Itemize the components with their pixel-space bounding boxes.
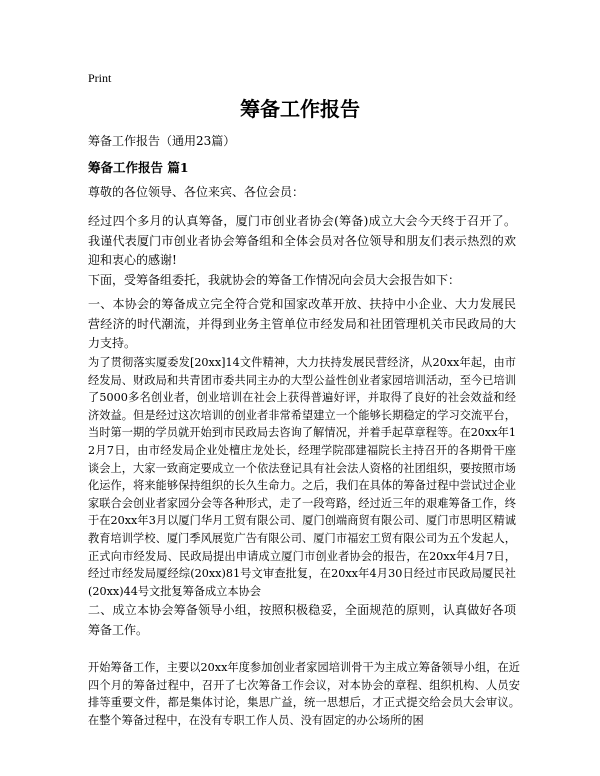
report-paragraph: 下面，受筹备组委托，我就协会的筹备工作情况向会员大会报告如下： bbox=[88, 273, 461, 287]
background-paragraph: 为了贯彻落实厦委发[20xx]14文件精神，大力扶持发展民营经济，从20xx年起，由市经发局、财政局和共青团市委共同主办的大型公益性创业者家园培训活动，至今已培训了5000多名创业者，创业培训在社会上获得普遍好评，并取得了良好的社会效益和经济效益。但是经过这次培训的创业者非常希望建立一个能够长期稳定的学习交流平台，当时第一期的学员就开始到市民政局去咨询了解情况，并着手起草章程等。在20xx年12月7日，由市经发局企业处檀庄龙处长，经理学院邵建福院长主持召开的各期骨干座谈会上，大家一致商定要成立一个依法登记具有社会法人资格的社团组织，要按照市场化运作，将来能够保持组织的长久生命力。之后，我们在具体的筹备过程中尝试过企业家联合会创业者家园分会等各种形式，走了一段弯路，经过近三年的艰难筹备工作，终于在20xx年3月以厦门华月工贸有限公司、厦门创端商贸有限公司、厦门市思明区精诚教育培训学校、厦门季风展览广告有限公司、厦门市福宏工贸有限公司为五个发起人，正式向市经发局、民政局提出申请成立厦门市创业者协会的报告，在20xx年4月7日，经过市经发局厦经综(20xx)81号文审查批复，在20xx年4月30日经过市民政局厦民社(20xx)44号文批复筹备成立本协会 bbox=[88, 356, 516, 598]
greeting-paragraph: 尊敬的各位领导、各位来宾、各位会员： bbox=[88, 185, 305, 199]
preparation-start-paragraph: 开始筹备工作，主要以20xx年度参加创业者家园培训骨干为主成立筹备领导小组，在近四个月的筹备过程中，召开了七次筹备工作会议，对本协会的章程、组织机构、人员安排等重要文件，都是集体讨论，集思广益，统一思想后，才正式提交给会员大会审议。在整个筹备过程中，在没有专职工作人员、没有固定的办公场所的困 bbox=[88, 661, 520, 727]
section-one-paragraph: 一、本协会的筹备成立完全符合党和国家改革开放、扶持中小企业、大力发展民营经济的时代潮流，并得到业务主管单位市经发局和社团管理机关市民政局的大力支持。 bbox=[88, 297, 516, 350]
document-subtitle: 筹备工作报告（通用23篇） bbox=[88, 134, 236, 148]
page-title: 筹备工作报告 bbox=[240, 97, 360, 121]
intro-paragraph: 经过四个多月的认真筹备，厦门市创业者协会(筹备)成立大会今天终于召开了。我谨代表厦门市创业者协会筹备组和全体会员对各位领导和朋友们表示热烈的欢迎和衷心的感谢! bbox=[88, 214, 516, 267]
section-two-paragraph: 二、成立本协会筹备领导小组，按照积极稳妥，全面规范的原则，认真做好各项筹备工作。 bbox=[88, 603, 516, 637]
print-link[interactable]: Print bbox=[88, 71, 112, 85]
section-heading: 筹备工作报告 篇1 bbox=[88, 160, 189, 175]
